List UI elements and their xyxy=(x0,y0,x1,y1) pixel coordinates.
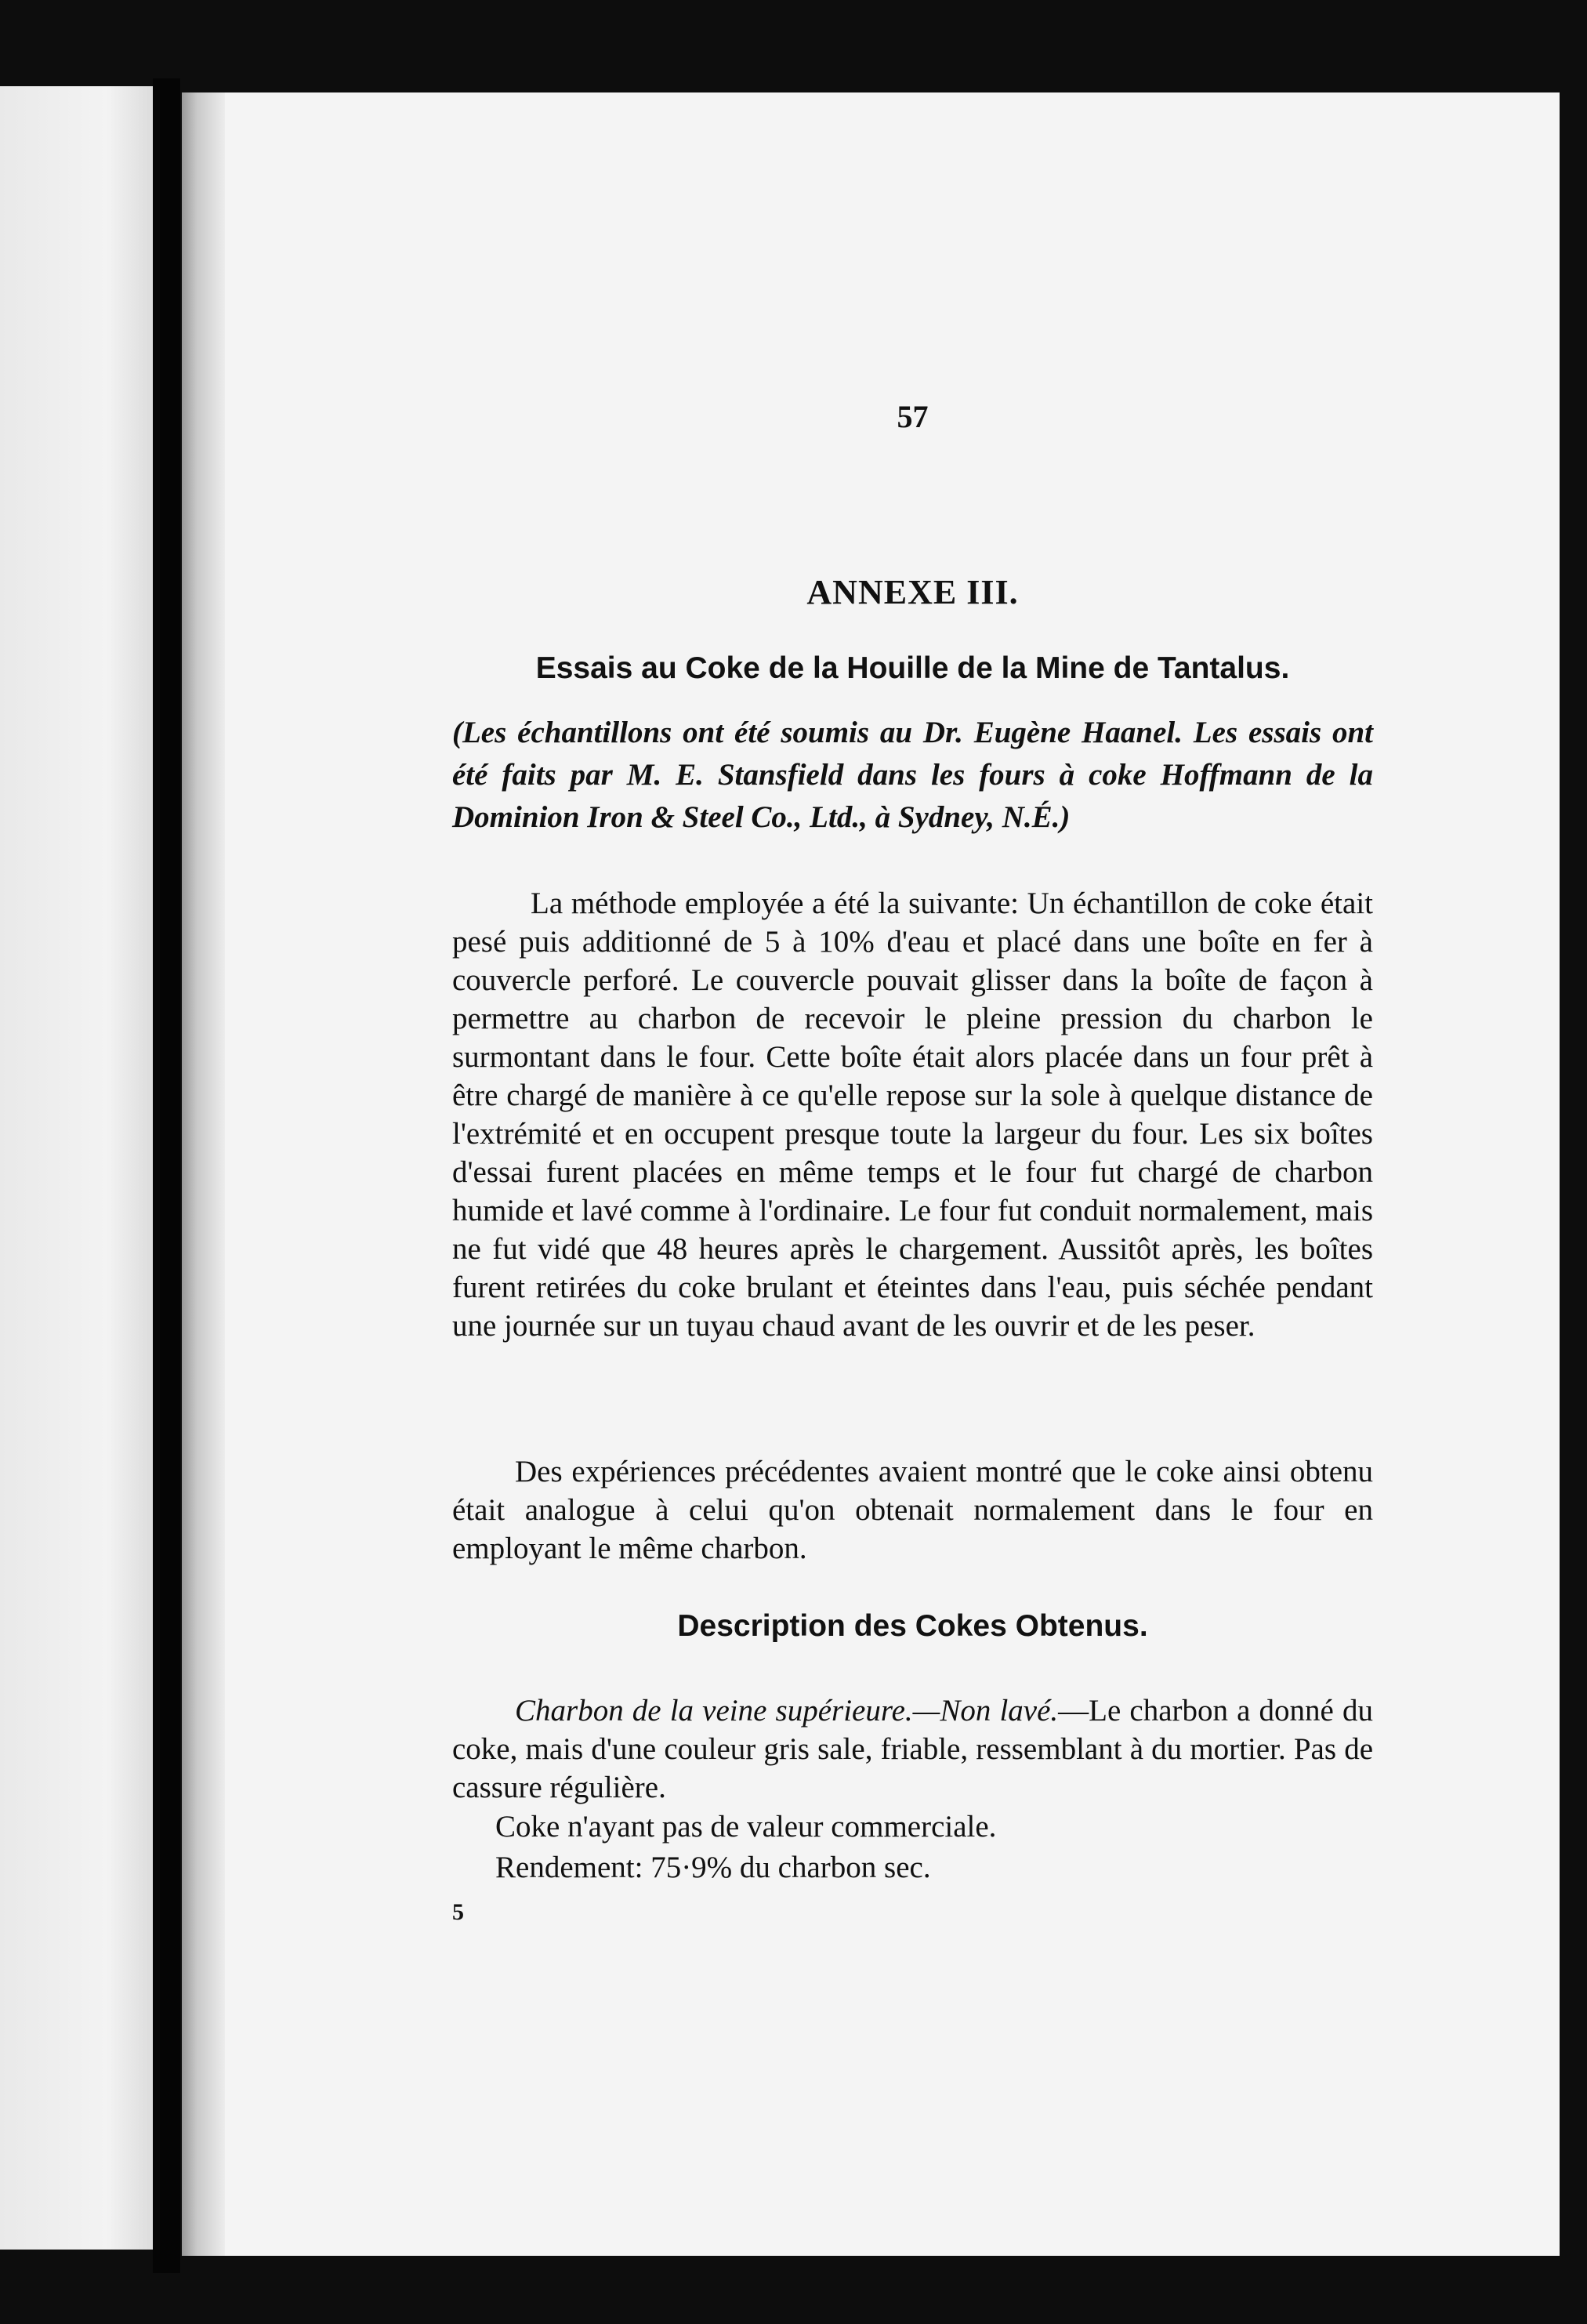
book-page xyxy=(182,92,1560,2256)
coal-description-text: —Le charbon a donné du coke, mais d'une couleur gris sale, friable, ressemblant à du mortier. Pas de cassure régulière. xyxy=(452,1694,1373,1804)
italic-note: (Les échantillons ont été soumis au Dr. Eugène Haanel. Les essais ont été faits par M. E. Stansfield dans les fours à coke Hoffmann de la Dominion Iron & Steel Co., Ltd., à Sydney, N.É.) xyxy=(452,716,1373,834)
page-content xyxy=(452,92,1373,2256)
section-heading: Description des Cokes Obtenus. xyxy=(677,1609,1148,1643)
page-gutter-shadow xyxy=(182,92,225,2256)
left-page-edge xyxy=(0,86,153,2250)
yield-line: Rendement: 75·9% du charbon sec. xyxy=(495,1851,931,1884)
signature-mark: 5 xyxy=(452,1899,464,1925)
commercial-value-line: Coke n'ayant pas de valeur commerciale. xyxy=(495,1810,997,1844)
method-paragraph: La méthode employée a été la suivante: Un échantillon de coke était pesé puis additionné de 5 à 10% d'eau et placé dans une boîte en fer à couvercle perforé. Le couvercle pouvait glisser dans la boîte de façon à permettre au charbon de recevoir le pleine pression du charbon le surmontant dans le four. Cette boîte était alors placée dans un four prêt à être chargé de manière à ce qu'elle repose sur la sole à quelque distance de l'extrémité et en occupent presque toute la largeur du four. Les six boîtes d'essai furent placées en même temps et le four fut chargé de charbon humide et lavé comme à l'ordinaire. Le four fut conduit normalement, mais ne fut vidé que 48 heures après le chargement. Aussitôt après, les boîtes furent retirées du coke brulant et éteintes dans l'eau, puis séchée pendant une journée sur un tuyau chaud avant de les ouvrir et de les peser. xyxy=(452,886,1373,1343)
page-number: 57 xyxy=(897,399,929,434)
coal-description-lead: Charbon de la veine supérieure.—Non lavé. xyxy=(515,1694,1059,1728)
binding-shadow xyxy=(153,78,180,2273)
coal-description-paragraph xyxy=(452,1691,1373,1807)
annex-title: ANNEXE III. xyxy=(806,573,1019,611)
experiments-paragraph: Des expériences précédentes avaient montré que le coke ainsi obtenu était analogue à celui qu'on obtenait normalement dans le four en employant le même charbon. xyxy=(452,1455,1373,1565)
annex-subtitle: Essais au Coke de la Houille de la Mine de Tantalus. xyxy=(535,651,1290,685)
